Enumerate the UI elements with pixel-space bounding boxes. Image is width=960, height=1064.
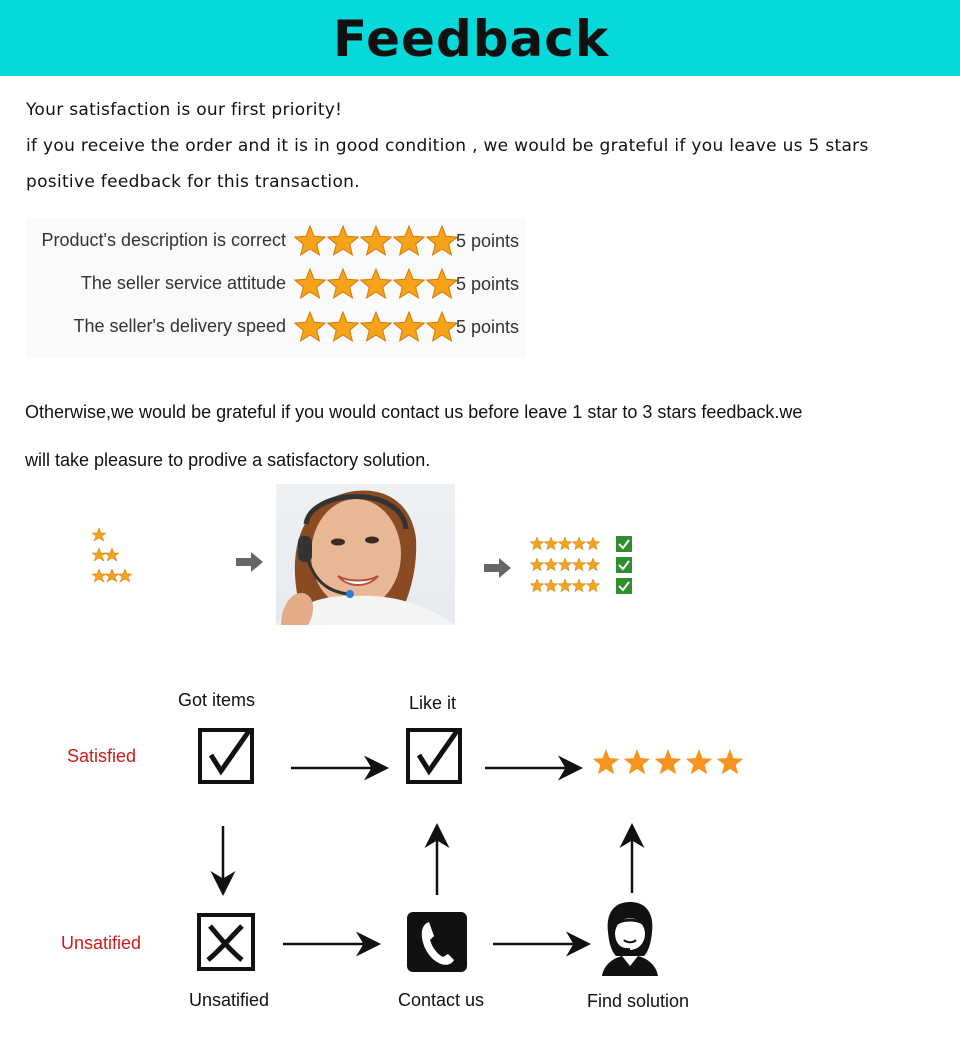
rating-points: 5 points [456,231,520,251]
rating-points: 5 points [456,274,520,294]
rating-points: 5 points [456,317,520,337]
page-title: Feedback [333,10,610,68]
contact-us-label: Contact us [398,990,485,1010]
intro-line: positive feedback for this transaction. [26,172,360,192]
rating-label: Product's description is correct [41,230,286,250]
five-stars-result [592,748,744,778]
unsatisfied-caption: Unsatified [189,990,270,1010]
unsatisfied-label: Unsatified [61,933,142,953]
otherwise-line: Otherwise,we would be grateful if you would contact us before leave 1 star to 3 stars feedback.we [25,402,803,422]
star-icon [655,749,682,774]
star-icon [593,749,620,774]
find-solution-label: Find solution [587,991,690,1011]
rating-label: The seller's delivery speed [73,316,286,336]
rating-label: The seller service attitude [80,273,286,293]
star-icon [717,749,744,774]
intro-line: if you receive the order and it is in good condition , we would be grateful if you leave us 5 stars [26,136,869,156]
got-items-label: Got items [178,690,256,710]
otherwise-line: will take pleasure to prodive a satisfactory solution. [25,450,431,470]
star-icon [624,749,651,774]
star-icon [686,749,713,774]
satisfied-label: Satisfied [67,746,137,766]
like-it-label: Like it [409,693,457,713]
intro-line: Your satisfaction is our first priority! [26,100,343,120]
